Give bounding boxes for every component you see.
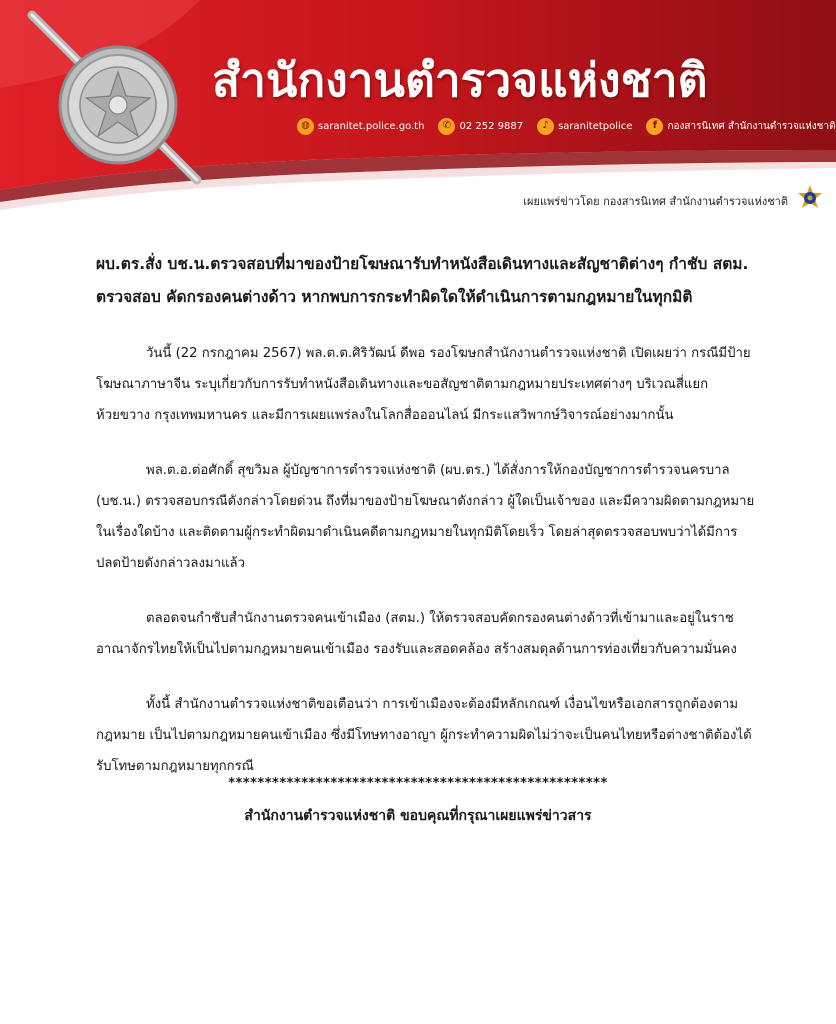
contact-bar xyxy=(297,116,836,136)
globe-icon: ◍ xyxy=(297,118,314,135)
publisher-credit: เผยแพร่ข่าวโดย กองสารนิเทศ สำนักงานตำรวจแห่งชาติ xyxy=(523,195,788,208)
police-seal-logo xyxy=(22,10,212,195)
header-banner xyxy=(0,0,836,215)
contact-website[interactable] xyxy=(297,118,424,135)
phone-icon: ✆ xyxy=(438,118,455,135)
police-badge-icon xyxy=(796,184,824,212)
separator-stars: **************************************************** xyxy=(228,776,608,791)
contact-phone[interactable] xyxy=(438,118,523,135)
headline-line-2: ตรวจสอบ คัดกรองคนต่างด้าว หากพบการกระทำผิดใดให้ดำเนินการตามกฎหมายในทุกมิติ xyxy=(96,288,693,306)
article-body xyxy=(96,338,756,806)
closing-statement: สำนักงานตำรวจแห่งชาติ ขอบคุณที่กรุณาเผยแพร่ข่าวสาร xyxy=(244,808,592,824)
contact-tiktok-text: saranitetpolice xyxy=(558,120,633,132)
contact-facebook[interactable] xyxy=(646,118,835,135)
paragraph-1: วันนี้ (22 กรกฎาคม 2567) พล.ต.ต.ศิริวัฒน์ ดีพอ รองโฆษกสำนักงานตำรวจแห่งชาติ เปิดเผยว่า กรณีมีป้ายโฆษณาภาษาจีน ระบุเกี่ยวกับการรับทำหนังสือเดินทางและขอสัญชาติตามกฎหมายประเทศต่างๆ บริเวณสี่แยกห้วยขวาง กรุงเทพมหานคร และมีการเผยแพร่ลงในโลกสื่อออนไลน์ มีกระแสวิพากษ์วิจารณ์อย่างมากนั้น xyxy=(96,346,751,423)
contact-tiktok[interactable] xyxy=(537,118,632,135)
headline-line-1: ผบ.ตร.สั่ง บช.น.ตรวจสอบที่มาของป้ายโฆษณารับทำหนังสือเดินทางและสัญชาติต่างๆ กำชับ สตม. xyxy=(96,255,749,273)
paragraph-2: พล.ต.อ.ต่อศักดิ์ สุขวิมล ผู้บัญชาการตำรวจแห่งชาติ (ผบ.ตร.) ได้สั่งการให้กองบัญชาการตำรวจนครบาล (บช.น.) ตรวจสอบกรณีดังกล่าวโดยด่วน ถึงที่มาของป้ายโฆษณาดังกล่าว ผู้ใดเป็นเจ้าของ และมีความผิดตามกฎหมายในเรื่องใดบ้าง และติดตามผู้กระทำผิดมาดำเนินคดีตามกฎหมายในทุกมิติโดยเร็ว โดยล่าสุดตรวจสอบพบว่าได้มีการปลดป้ายดังกล่าวลงมาแล้ว xyxy=(96,463,755,571)
contact-phone-text: 02 252 9887 xyxy=(459,120,524,132)
news-headline xyxy=(96,248,756,314)
contact-website-text: saranitet.police.go.th xyxy=(318,120,425,132)
tiktok-icon: ♪ xyxy=(537,118,554,135)
paragraph-4: ทั้งนี้ สำนักงานตำรวจแห่งชาติขอเตือนว่า การเข้าเมืองจะต้องมีหลักเกณฑ์ เงื่อนไขหรือเอกสารถูกต้องตามกฎหมาย เป็นไปตามกฎหมายคนเข้าเมือง ซึ่งมีโทษทางอาญา ผู้กระทำความผิดไม่ว่าจะเป็นคนไทยหรือต่างชาติต้องได้รับโทษตามกฎหมายทุกกรณี xyxy=(96,697,752,774)
facebook-icon: f xyxy=(646,118,663,135)
organization-title: สำนักงานตำรวจแห่งชาติ xyxy=(212,53,708,107)
paragraph-3: ตลอดจนกำชับสำนักงานตรวจคนเข้าเมือง (สตม.) ให้ตรวจสอบคัดกรองคนต่างด้าวที่เข้ามาและอยู่ในราชอาณาจักรไทยให้เป็นไปตามกฎหมายคนเข้าเมือง รองรับและสอดคล้อง สร้างสมดุลด้านการท่องเที่ยวกับความมั่นคง xyxy=(96,611,737,657)
contact-facebook-text: กองสารนิเทศ สำนักงานตำรวจแห่งชาติ xyxy=(667,120,836,132)
